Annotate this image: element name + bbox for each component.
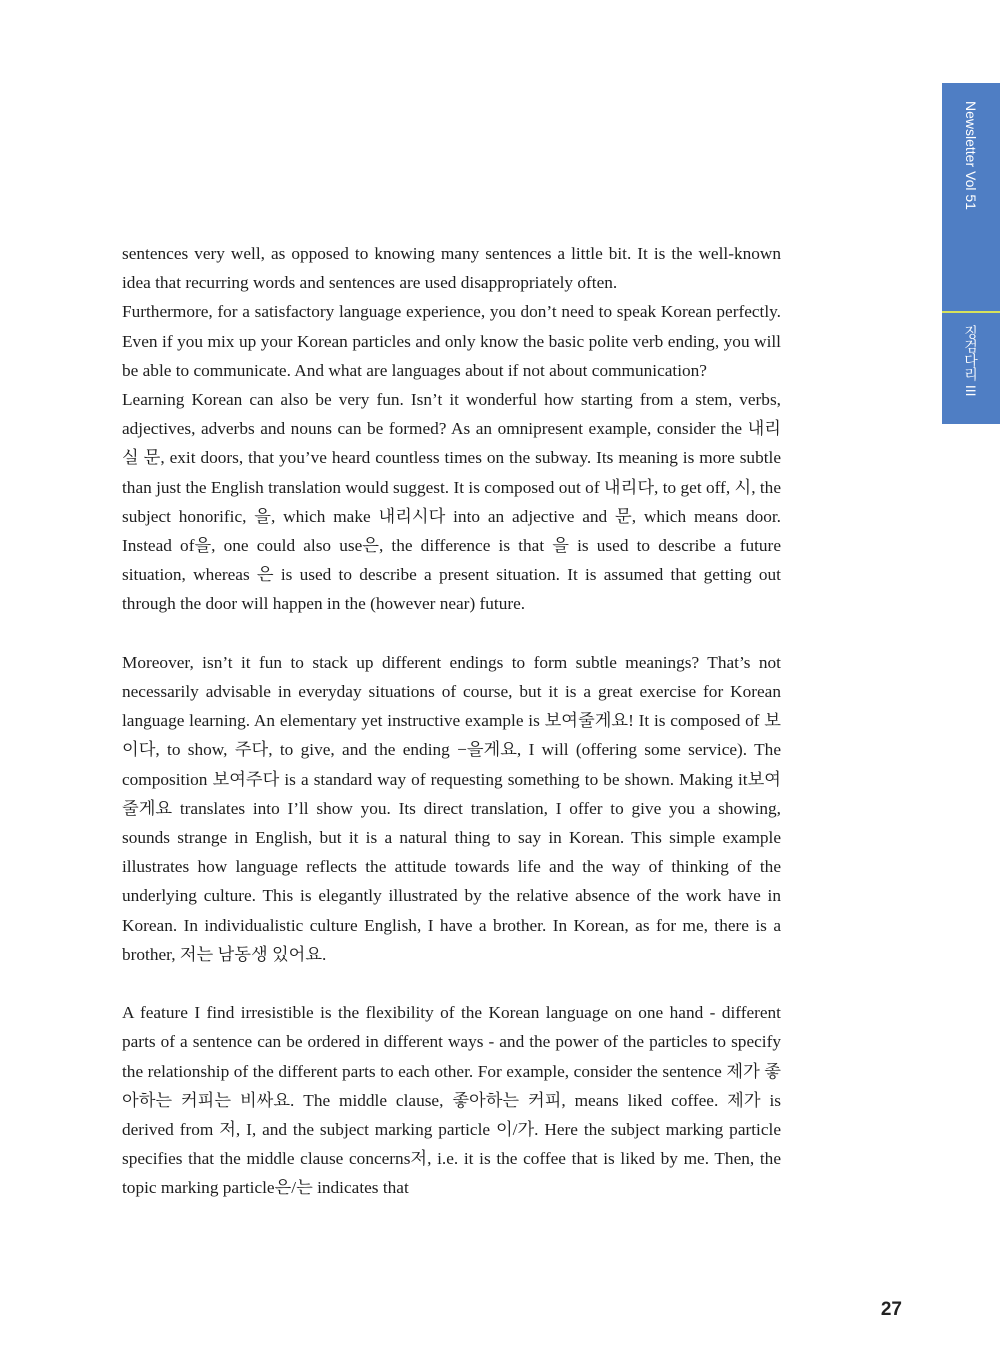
paragraph-2: Furthermore, for a satisfactory language experience, you don’t need to speak Korean perfectly. Even if you mix up your Korean particles and only know the basic polite verb ending, you will be able to communicate. And what are languages about if not about communication? xyxy=(122,302,781,380)
paragraph-3: Learning Korean can also be very fun. Isn’t it wonderful how starting from a stem, verbs, adjectives, adverbs and nouns can be formed? As an omnipresent example, consider the 내리실 문, exit doors, that you’ve heard countless times on the subway. Its meaning is more subtle than just the English translation would suggest. It is composed out of 내리다, to get off, 시, the subject honorific, 을, which make 내리시다 into an adjective and 문, which means door. Instead of을, one could also use은, the difference is that 을 is used to describe a future situation, whereas 은 is used to describe a present situation. It is assumed that getting out through the door will happen in the (however near) future. xyxy=(122,390,781,614)
paragraph-1: sentences very well, as opposed to knowing many sentences a little bit. It is the well-known idea that recurring words and sentences are used disappropriately often. xyxy=(122,244,781,293)
article-body xyxy=(122,239,781,1203)
section-title-label: 징검다리 III xyxy=(963,325,979,397)
paragraph-4: Moreover, isn’t it fun to stack up different endings to form subtle meanings? That’s not necessarily advisable in everyday situations of course, but it is a great exercise for Korean language learning. An elementary yet instructive example is 보여줄게요! It is composed of 보이다, to show, 주다, to give, and the ending −을게요, I will (offering some service). The composition 보여주다 is a standard way of requesting something to be shown. Making it보여줄게요 translates into I’ll show you. Its direct translation, I offer to give you a showing, sounds strange in English, but it is a natural thing to say in Korean. This simple example illustrates how language reflects the attitude towards life and the way of thinking of the underlying culture. This is elegantly illustrated by the relative absence of the work have in Korean. In individualistic culture English, I have a brother. In Korean, as for me, there is a brother, 저는 남동생 있어요. xyxy=(122,652,781,964)
paragraph-5: A feature I find irresistible is the flexibility of the Korean language on one hand - different parts of a sentence can be ordered in different ways - and the power of the particles to specify the relationship of the different parts to each other. For example, consider the sentence 제가 좋아하는 커피는 비싸요. The middle clause, 좋아하는 커피, means liked coffee. 제가 is derived from 저, I, and the subject marking particle 이/가. Here the subject marking particle specifies that the middle clause concerns저, i.e. it is the coffee that is liked by me. Then, the topic marking particle은/는 indicates that xyxy=(122,1003,781,1198)
side-tab-divider xyxy=(942,311,1000,313)
newsletter-volume-label: Newsletter Vol 51 xyxy=(963,101,979,210)
section-side-tab xyxy=(942,83,1000,424)
page-number: 27 xyxy=(880,1299,902,1320)
